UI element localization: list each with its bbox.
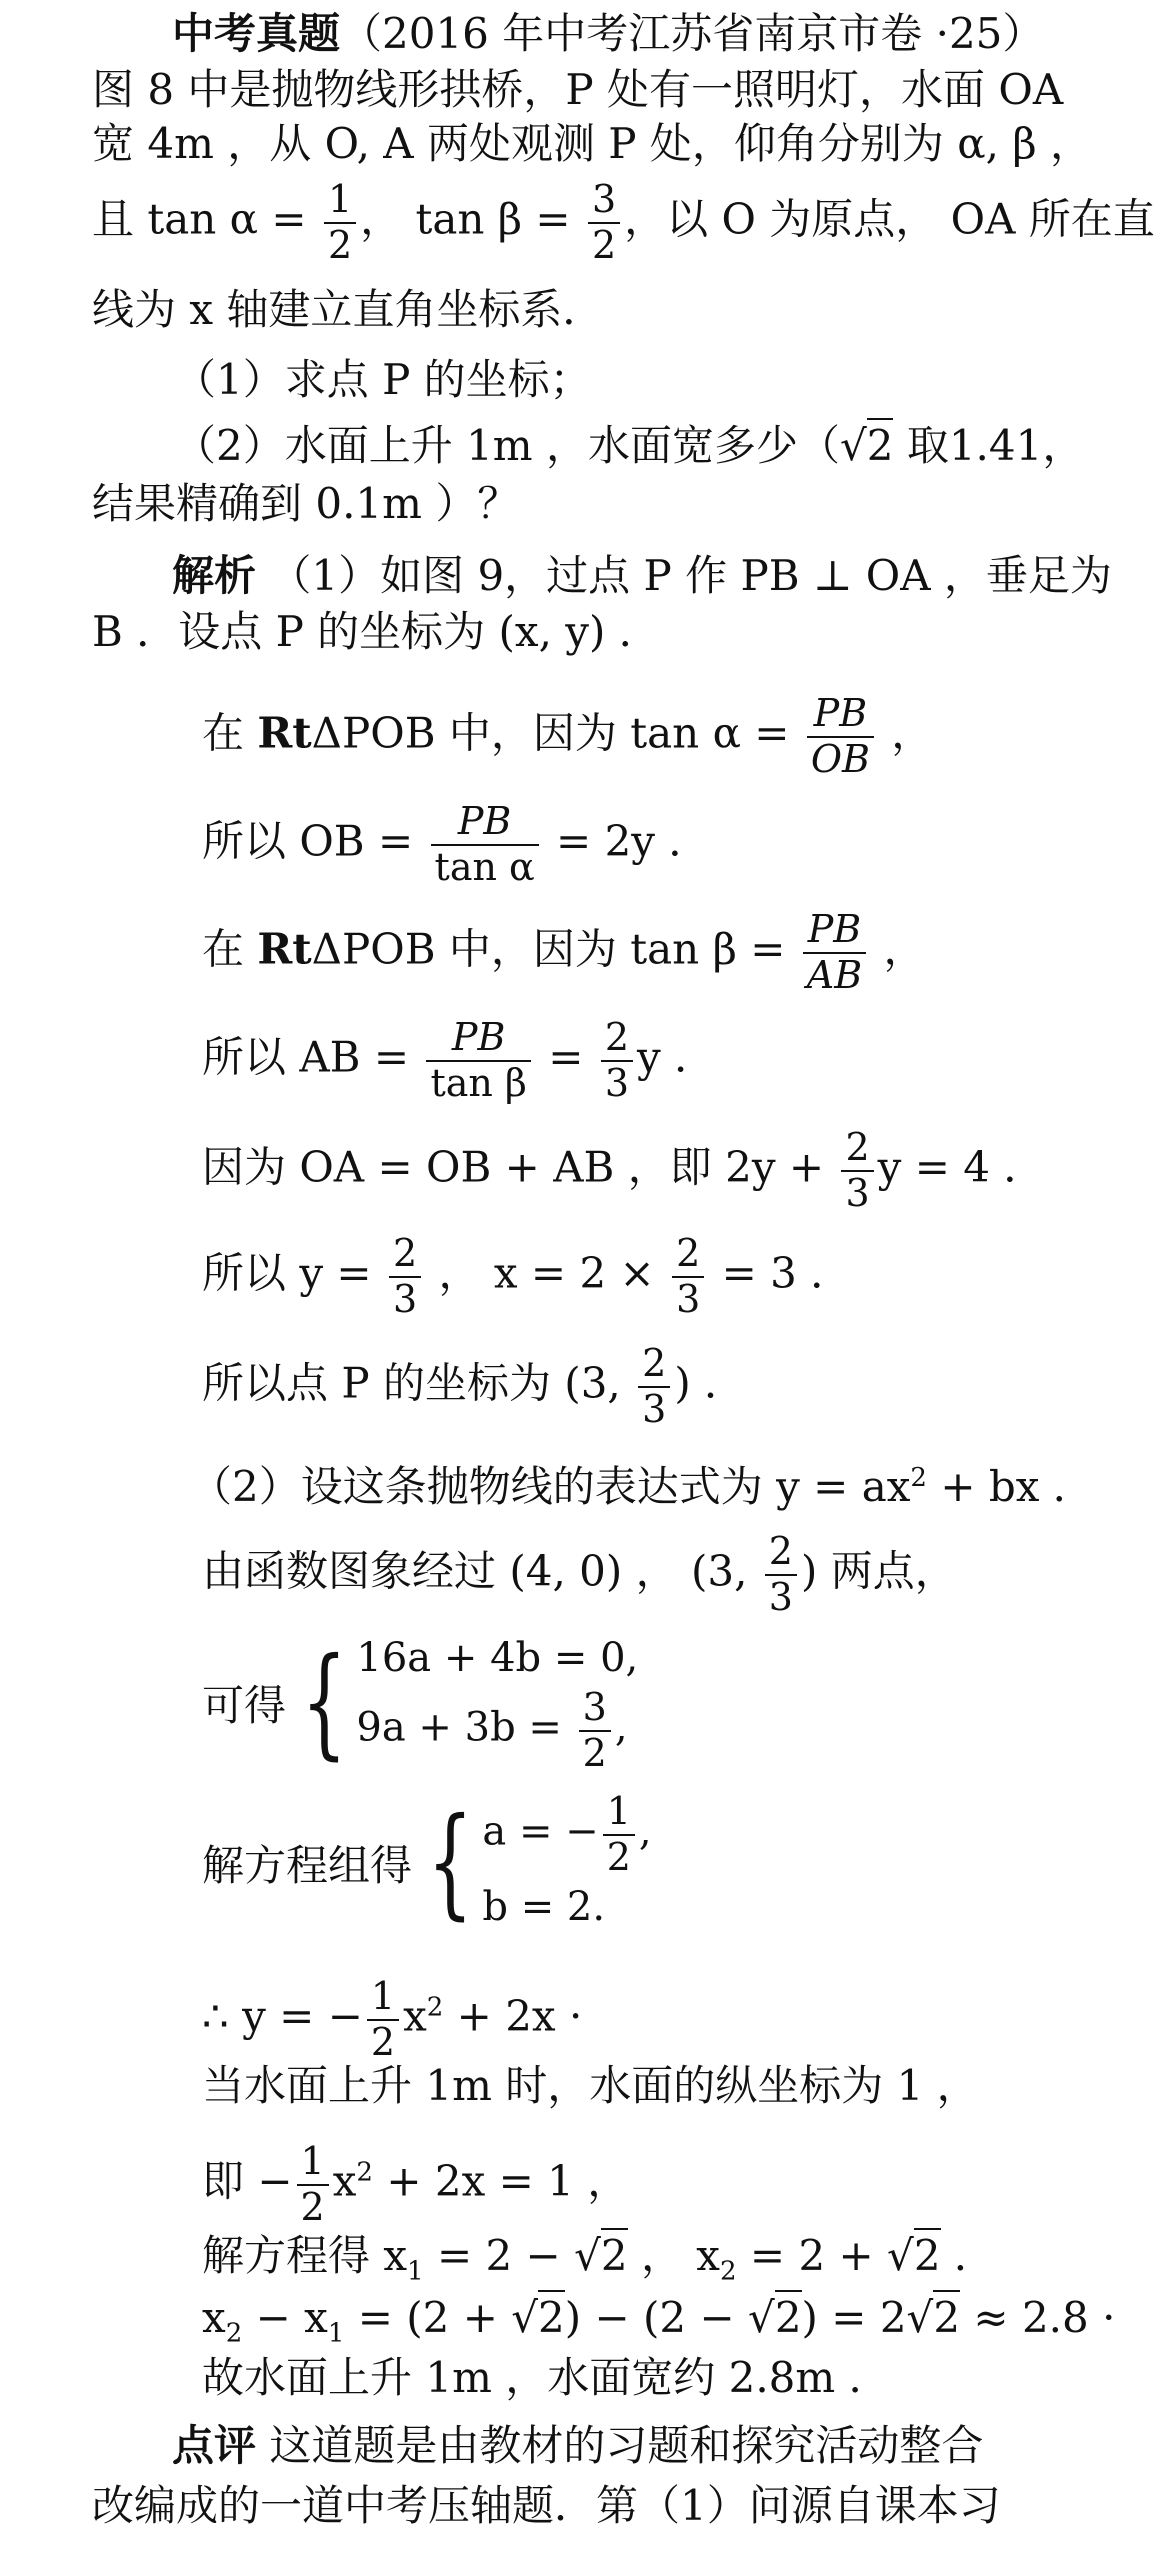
text: ) − (2 − √ [564,2293,775,2342]
line-8 [92,476,519,532]
denominator: 2 [606,1834,631,1879]
text: = [534,1032,597,1082]
text: ， x [627,2231,720,2280]
line-16 [202,1232,852,1321]
section-heading: 中考真题 [172,9,341,58]
equation-2 [356,1686,638,1775]
fraction [297,2140,329,2229]
text: ∴ y = − [202,1991,363,2041]
denominator: tan β [430,1060,527,1105]
numerator: PB [431,800,539,846]
text: ，以 O 为原点， OA 所在直 [624,194,1155,244]
text: ) ． [674,1358,747,1408]
denominator: AB [806,952,863,997]
subscript: 2 [225,2318,243,2349]
text: , [638,1808,652,1855]
superscript: 2 [356,2157,373,2188]
text: 这道题是由教材的习题和探究活动整合 [256,2421,984,2470]
text: + 2x = 1 ， [372,2156,630,2206]
line-5 [92,282,604,338]
text: 改编成的一道中考压轴题．第（1）问源自课本习 [92,2481,1001,2530]
subscript: 2 [720,2256,737,2287]
fraction [807,692,874,781]
subscript: 1 [327,2318,345,2349]
denominator: 3 [604,1060,629,1105]
line-25 [202,2228,996,2299]
fraction [367,1975,399,2064]
superscript: 2 [426,1992,444,2023]
line-3 [92,116,1092,172]
text: ) 两点， [800,1546,957,1596]
text: ， tan β = [360,194,584,244]
text: 在 [202,924,258,974]
radicand: 2 [538,2290,565,2342]
text: 解方程组得 [202,1840,413,1890]
text: 图 8 中是抛物线形拱桥，P 处有一照明灯，水面 OA [92,65,1064,114]
line-2 [92,62,1063,118]
denominator: 3 [642,1386,667,1431]
numerator: 3 [588,178,620,224]
text: = 2y ． [542,816,711,866]
denominator: 3 [768,1574,793,1619]
analysis-heading: 解析 [172,551,257,600]
numerator: PB [807,692,874,738]
text: ΔPOB 中，因为 tan β = [311,924,799,974]
text: ， [870,924,926,974]
numerator: 3 [579,1686,611,1732]
numerator: 1 [297,2140,329,2186]
text: 在 [202,708,258,758]
text: ， x = 2 × [425,1248,669,1298]
fraction [588,178,620,267]
text: 所以 AB = [202,1032,423,1082]
source-note: （2016 年中考江苏省南京市卷 ·25） [340,9,1045,58]
radicand: 2 [775,2290,802,2342]
numerator: 2 [601,1016,633,1062]
text: 结果精确到 0.1m ）？ [92,479,520,528]
text: = 2 + √ [736,2231,914,2280]
text: y = 4 ． [877,1142,1046,1192]
radicand: 2 [914,2228,941,2280]
line-7 [174,418,1084,474]
line-29 [92,2478,1001,2534]
numerator: 2 [672,1232,704,1278]
text: 所以 OB = [202,816,427,866]
text: y ． [637,1032,717,1082]
denominator: 2 [327,222,353,267]
text: （1）如图 9，过点 P 作 PB ⊥ OA ，垂足为 [256,551,1112,600]
numerator: 2 [765,1530,797,1576]
text: （2）水面上升 1m ，水面宽多少（ [174,421,840,470]
text: 解方程得 x [202,2231,408,2280]
line-9 [172,548,1112,604]
line-19 [202,1530,957,1619]
line-27 [202,2350,891,2406]
text: = (2 + √ [344,2293,539,2342]
text: − x [242,2293,328,2342]
text: 且 tan α = [92,194,320,244]
equation-2: b = 2. [482,1884,606,1931]
text: 故水面上升 1m ，水面宽约 2.8m ． [202,2353,891,2402]
numerator: 1 [603,1790,635,1836]
fraction [389,1232,421,1321]
denominator: 2 [370,2019,396,2064]
equation-1 [482,1790,651,1879]
line-18 [190,1450,1095,1515]
fraction [672,1232,704,1321]
denominator: OB [810,736,870,781]
text: ， [877,708,934,758]
numerator: PB [803,908,866,954]
text: B ．设点 P 的坐标为 (x, y) ． [92,607,661,656]
equation-system [202,1790,652,1935]
text: Rt [257,708,312,758]
text: 线为 x 轴建立直角坐标系． [92,285,605,334]
text: = 3 ． [708,1248,853,1298]
denominator: 3 [845,1170,870,1215]
denominator: tan α [434,844,535,889]
sqrt-symbol: √ [839,421,867,470]
fraction [324,178,356,267]
fraction [803,908,866,997]
text: 9a + 3b = [356,1704,575,1751]
text: Rt [257,924,312,974]
numerator: 1 [324,178,356,224]
text: ≈ 2.8 · [960,2293,1116,2342]
text: 可得 [202,1680,287,1730]
system-lines [356,1630,638,1775]
text: + 2x · [443,1991,583,2041]
text: 由函数图象经过 (4, 0) ， (3, [202,1546,761,1596]
line-1 [172,6,1044,62]
brace-symbol: { [427,1792,474,1932]
fraction [841,1126,873,1215]
line-10 [92,604,661,660]
text: 所以点 P 的坐标为 (3, [202,1358,635,1408]
fraction [426,1016,530,1105]
text: x [202,2293,226,2342]
radicand: 2 [933,2290,960,2342]
text: ) = 2√ [801,2293,934,2342]
brace-symbol: { [301,1632,348,1772]
denominator: 3 [676,1276,701,1321]
radicand: 2 [867,418,894,470]
equation-1: 16a + 4b = 0, [356,1635,639,1681]
text: ． [940,2231,996,2280]
comment-heading: 点评 [172,2421,257,2470]
denominator: 2 [300,2184,325,2229]
text: 当水面上升 1m 时，水面的纵坐标为 1 ， [202,2061,979,2110]
text: 所以 y = [202,1248,385,1298]
text: = 2 − √ [423,2231,601,2280]
text: a = − [482,1808,599,1855]
fraction [603,1790,635,1879]
text: x [332,2156,357,2206]
equation-system [202,1630,638,1775]
text: ΔPOB 中，因为 tan α = [311,708,803,758]
fraction [431,800,539,889]
fraction [638,1342,670,1431]
numerator: 1 [367,1975,399,2021]
text: （1）求点 P 的坐标； [174,355,592,404]
text: , [614,1704,628,1751]
fraction [601,1016,633,1105]
line-23 [202,2058,979,2114]
line-6 [174,352,592,408]
text: 取1.41， [893,421,1085,470]
numerator: PB [426,1016,530,1062]
numerator: 2 [638,1342,670,1388]
system-lines [482,1790,651,1935]
denominator: 2 [582,1730,607,1775]
line-13 [202,908,926,997]
line-14 [202,1016,716,1105]
line-28 [172,2418,983,2474]
text: 因为 OA = OB + AB ，即 2y + [202,1142,838,1192]
radicand: 2 [601,2228,628,2280]
line-20 [202,1630,638,1775]
line-17 [202,1342,746,1431]
text: x [403,1991,427,2041]
line-24 [202,2140,629,2229]
line-15 [202,1126,1045,1215]
text: 即 − [202,2156,293,2206]
denominator: 3 [392,1276,418,1321]
text: （2）设这条抛物线的表达式为 y = ax [190,1462,911,1511]
subscript: 1 [407,2256,424,2287]
numerator: 2 [841,1126,873,1172]
line-21 [202,1790,652,1935]
line-12 [202,800,710,889]
fraction [579,1686,611,1775]
superscript: 2 [910,1463,927,1493]
line-22 [202,1975,582,2064]
line-4 [92,178,1155,267]
numerator: 2 [389,1232,421,1278]
line-11 [202,692,933,781]
text: + bx ． [926,1462,1095,1511]
text: 宽 4m ，从 O, A 两处观测 P 处，仰角分别为 α, β ， [92,119,1092,168]
fraction [765,1530,797,1619]
denominator: 2 [591,222,617,267]
